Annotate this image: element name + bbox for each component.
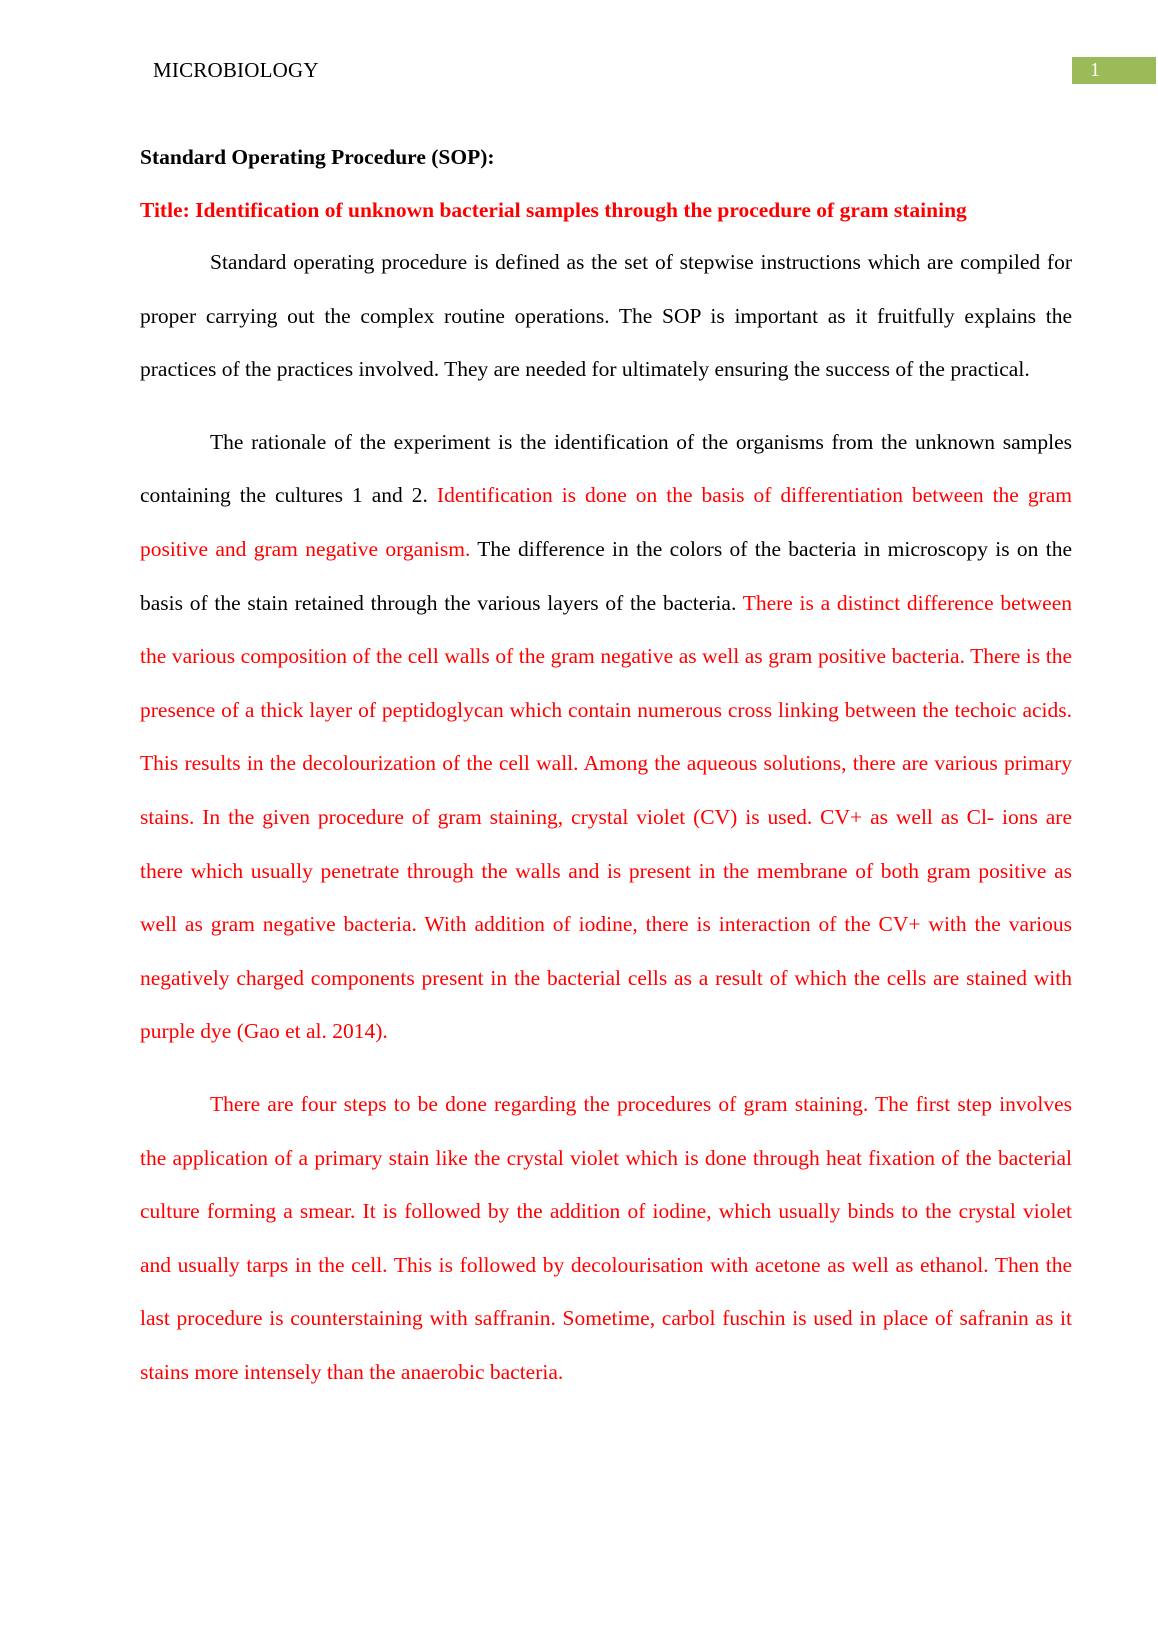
paragraph-text: The rationale of the experiment is the identification of the organisms from the unknown samples containing the cultures 1 and 2. — [140, 429, 1072, 508]
highlighted-text: There is a distinct difference between the various composition of the cell walls of the gram negative as well as gram positive bacteria. There is the presence of a thick layer of peptidoglycan which contain numerous cross linking between the techoic acids. This results in the decolourization of the cell wall. Among the aqueous solutions, there are various primary stains. In the given procedure of gram staining, crystal violet (CV) is used. CV+ as well as Cl- ions are there which usually penetrate through the walls and is present in the membrane of both gram positive as well as gram negative bacteria. With addition of iodine, there is interaction of the CV+ with the various negatively charged components present in the bacterial cells as a result of which the cells are stained with purple dye (Gao et al. 2014). — [140, 590, 1072, 1044]
running-head: MICROBIOLOGY — [153, 58, 319, 82]
document-title: Title: Identification of unknown bacterial samples through the procedure of gram staining — [140, 198, 967, 222]
document-body — [140, 138, 1072, 1399]
page-number-badge: 1 — [1072, 57, 1156, 84]
paragraph-text: The difference in the colors of the bacteria in microscopy is on the basis of the stain retained through the various layers of the bacteria. — [140, 536, 1072, 615]
paragraph-procedure-steps — [140, 1078, 1072, 1400]
highlighted-text: Identification is done on the basis of differentiation between the gram positive and gram negative organism. — [140, 483, 1073, 561]
section-heading: Standard Operating Procedure (SOP): — [140, 145, 495, 169]
paragraph-sop-definition — [140, 236, 1072, 397]
paragraph-rationale — [140, 416, 1072, 1059]
highlighted-text: There are four steps to be done regarding the procedures of gram staining. The first step involves the application of a primary stain like the crystal violet which is done through heat fixation of the bacterial culture forming a smear. It is followed by the addition of iodine, which usually binds to the crystal violet and usually tarps in the cell. This is followed by decolourisation with acetone as well as ethanol. Then the last procedure is counterstaining with saffranin. Sometime, carbol fuschin is used in place of safranin as it stains more intensely than the anaerobic bacteria. — [140, 1091, 1072, 1384]
paragraph-text: Standard operating procedure is defined as the set of stepwise instructions which are compiled for proper carrying out the complex routine operations. The SOP is important as it fruitfully explains the practices of the practices involved. They are needed for ultimately ensuring the success of the practical. — [140, 250, 1072, 382]
